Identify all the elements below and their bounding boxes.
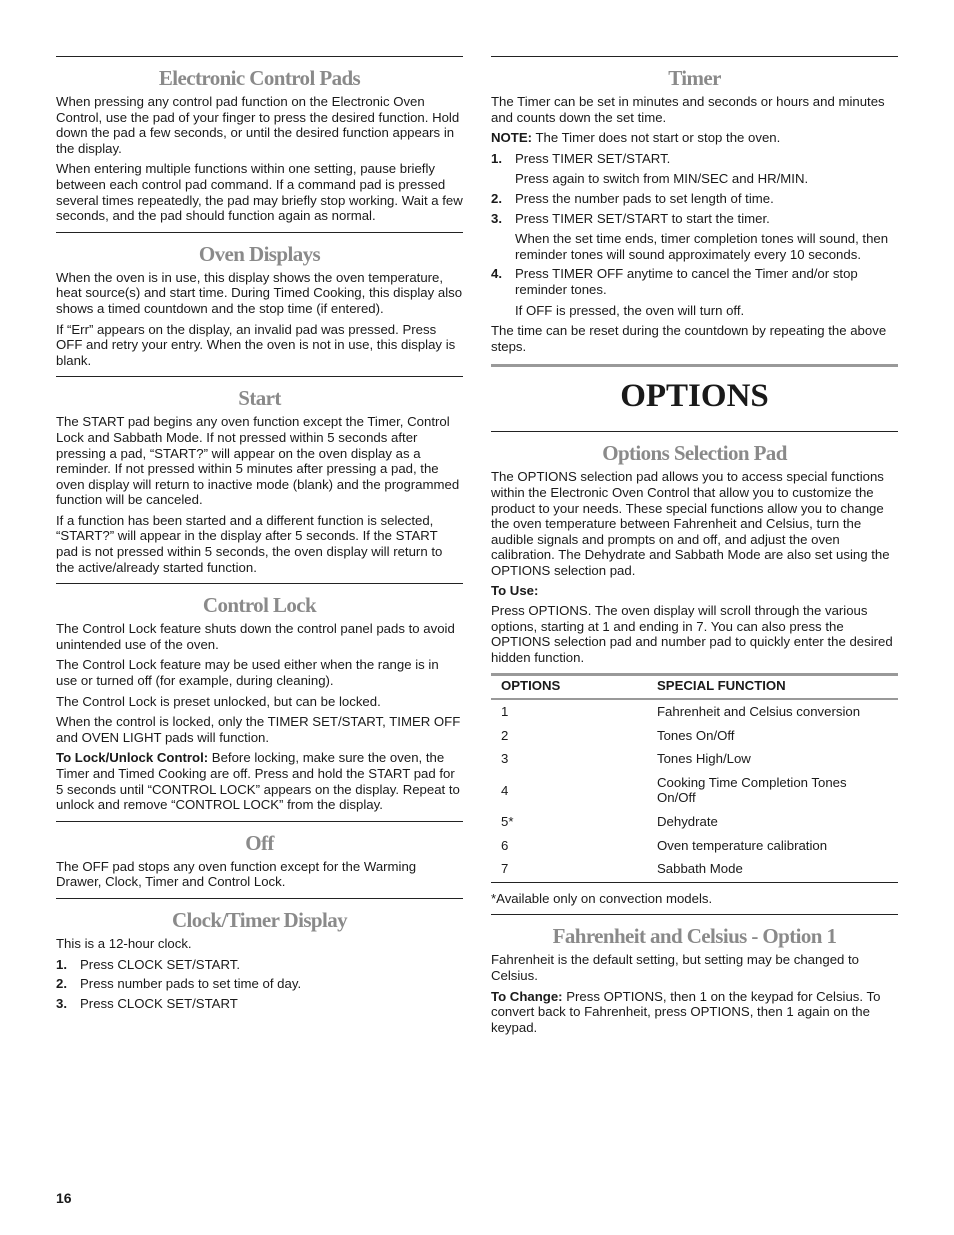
paragraph: The START pad begins any oven function except the Timer, Control Lock and Sabbath Mode. If not pressed within 5 seconds after pressing a pad, “START?” will appear on the oven display as a reminder. If not pressed within 5 minutes after pressing a pad, the oven display will return to inactive mode (blank) and the programmed function will be canceled. [56,414,460,508]
paragraph-text: The Timer does not start or stop the oven. [532,130,781,146]
list-item [56,976,463,992]
options-table [491,673,898,882]
paragraph: The Control Lock feature shuts down the control panel pads to avoid unintended use of the oven. [56,621,455,652]
options-heading: OPTIONS [491,364,898,431]
section-control-lock [56,583,463,813]
step-text: Press number pads to set time of day. [80,976,302,992]
step-text: Press TIMER SET/START. [515,150,671,166]
paragraph: Press OPTIONS. The oven display will scroll through the various options, starting at 1 and ending in 7. You can also press the OPTIONS selection pad and number pad to quickly enter the desired hidden function. [491,603,893,665]
step-number: 1. [56,956,67,972]
table-cell: Tones High/Low [657,751,751,767]
right-column [491,56,898,1043]
table-cell: Cooking Time Completion Tones On/Off [657,774,847,806]
list-item [491,151,898,187]
table-row [491,724,898,748]
heading-control-lock: Control Lock [202,593,317,618]
list-item [491,191,898,207]
table-cell: 7 [491,857,647,882]
paragraph [56,750,463,812]
section-clock-timer-display [56,898,463,1011]
step-text: Press CLOCK SET/START. [80,956,240,972]
paragraph [491,583,898,599]
bold-label: To Use: [491,583,539,599]
step-subtext: Press again to switch from MIN/SEC and HR/MIN. [515,171,809,187]
paragraph [491,130,898,146]
list-item [491,266,898,318]
bold-label: NOTE: [491,130,533,146]
paragraph: The time can be reset during the countdown by repeating the above steps. [491,323,887,354]
paragraph: Fahrenheit is the default setting, but setting may be changed to Celsius. [491,952,860,983]
table-header-row [491,675,898,699]
table-row [491,810,898,834]
table-cell: Oven temperature calibration [657,837,828,853]
paragraph: The Control Lock feature may be used either when the range is in use or turned off (for example, during cleaning). [56,657,439,689]
heading-options-selection-pad: Options Selection Pad [602,441,787,466]
heading-clock-timer-display: Clock/Timer Display [171,907,348,932]
paragraph-text: Before locking, make sure the oven, the Timer and Timed Cooking are off. Press and hold the START pad for 5 seconds until “CONTROL LOCK” appears on the display. Repeat to unlock and remove “CONTROL LOCK” from the display. [56,750,460,813]
heading-fahrenheit-celsius: Fahrenheit and Celsius - Option 1 [552,924,837,949]
table-header-cell: OPTIONS [491,675,647,699]
step-subtext: If OFF is pressed, the oven will turn off. [515,302,745,318]
paragraph: When pressing any control pad function on the Electronic Oven Control, use the pad of your finger to press the desired function. Hold down the pad a few seconds, or until the desired function appears in the display. [56,94,460,156]
bold-label: To Change: [491,988,563,1004]
table-row [491,747,898,771]
paragraph [491,989,898,1036]
heading-start: Start [238,386,281,411]
paragraph: If “Err” appears on the display, an invalid pad was pressed. Press OFF and retry your entry. When the oven is not in use, this display is blank. [56,321,456,368]
table-row [491,834,898,858]
table-cell: 4 [501,782,509,798]
paragraph: The OFF pad stops any oven function except for the Warming Drawer, Clock, Timer and Control Lock. [56,858,417,890]
heading-electronic-control-pads: Electronic Control Pads [158,66,361,90]
step-number: 3. [491,210,502,226]
step-text: Press CLOCK SET/START [80,995,238,1011]
list-item [491,211,898,263]
section-oven-displays [56,232,463,369]
paragraph: This is a 12-hour clock. [56,935,192,951]
section-electronic-control-pads [56,56,463,224]
step-text: Press the number pads to set length of time. [515,190,774,206]
paragraph: When the control is locked, only the TIMER SET/START, TIMER OFF and OVEN LIGHT pads will function. [56,714,461,745]
step-number: 1. [491,150,502,166]
table-cell: 1 [501,704,509,720]
paragraph: The Control Lock is preset unlocked, but can be locked. [56,693,381,709]
paragraph: The Timer can be set in minutes and seconds or hours and minutes and counts down the set time. [491,94,885,125]
step-number: 4. [491,266,502,282]
steps-list [56,957,463,1012]
table-cell: 2 [501,727,509,743]
heading-timer: Timer [668,66,721,90]
table-row [491,699,898,724]
section-off [56,821,463,890]
table-cell: Tones On/Off [657,727,735,743]
section-options-selection-pad [491,431,898,906]
table-cell: 3 [501,751,509,767]
paragraph-text: Press OPTIONS, then 1 on the keypad for Celsius. To convert back to Fahrenheit, press OPTIONS, then 1 again on the keypad. [491,988,881,1035]
section-start [56,376,463,575]
paragraph: When the oven is in use, this display shows the oven temperature, heat source(s) and start time. During Timed Cooking, this display also shows a timed countdown and the stop time (if entered). [56,269,463,316]
list-item [56,957,463,973]
table-header-cell: SPECIAL FUNCTION [647,675,898,699]
table-row [491,857,898,882]
step-number: 2. [491,190,502,206]
heading-off: Off [245,830,274,855]
table-cell: Dehydrate [657,814,718,829]
bold-label: To Lock/Unlock Control: [56,750,209,766]
paragraph: The OPTIONS selection pad allows you to access special functions within the Electronic Oven Control that allow you to customize the product to your needs. These special functions allow you to change the oven temperature between Fahrenheit and Celsius, turn the audible signals and prompts on and off, and adjust the oven calibration. The Dehydrate and Sabbath Mode are also set using the OPTIONS selection pad. [491,469,890,578]
paragraph: When entering multiple functions within one setting, pause briefly between each control pad command. If a command pad is pressed several times repeatedly, the pad may briefly stop working. Wait a few seconds, and the pad should function again as normal. [56,161,463,224]
table-cell: Fahrenheit and Celsius conversion [657,704,861,720]
table-cell: Sabbath Mode [647,857,898,882]
table-cell: 6 [501,837,509,853]
step-text: Press TIMER OFF anytime to cancel the Timer and/or stop reminder tones. [515,266,858,297]
heading-oven-displays: Oven Displays [198,241,321,266]
table-row [491,771,898,810]
section-fahrenheit-celsius [491,914,898,1035]
list-item [56,996,463,1012]
step-number: 3. [56,995,67,1011]
step-number: 2. [56,976,67,992]
footnote: *Available only on convection models. [491,890,713,906]
steps-list [491,151,898,318]
section-timer [491,56,898,354]
step-text: Press TIMER SET/START to start the timer. [515,210,770,226]
left-column [56,56,463,1019]
table-cell: 5* [501,814,514,829]
paragraph: If a function has been started and a different function is selected, “START?” will appear in the display after 5 seconds. If the START pad is not pressed within 5 seconds, the oven display will return to the active/already started function. [56,512,443,575]
step-subtext: When the set time ends, timer completion tones will sound, then reminder tones will sound approximately every 10 seconds. [515,231,889,262]
page-number: 16 [56,1190,72,1206]
